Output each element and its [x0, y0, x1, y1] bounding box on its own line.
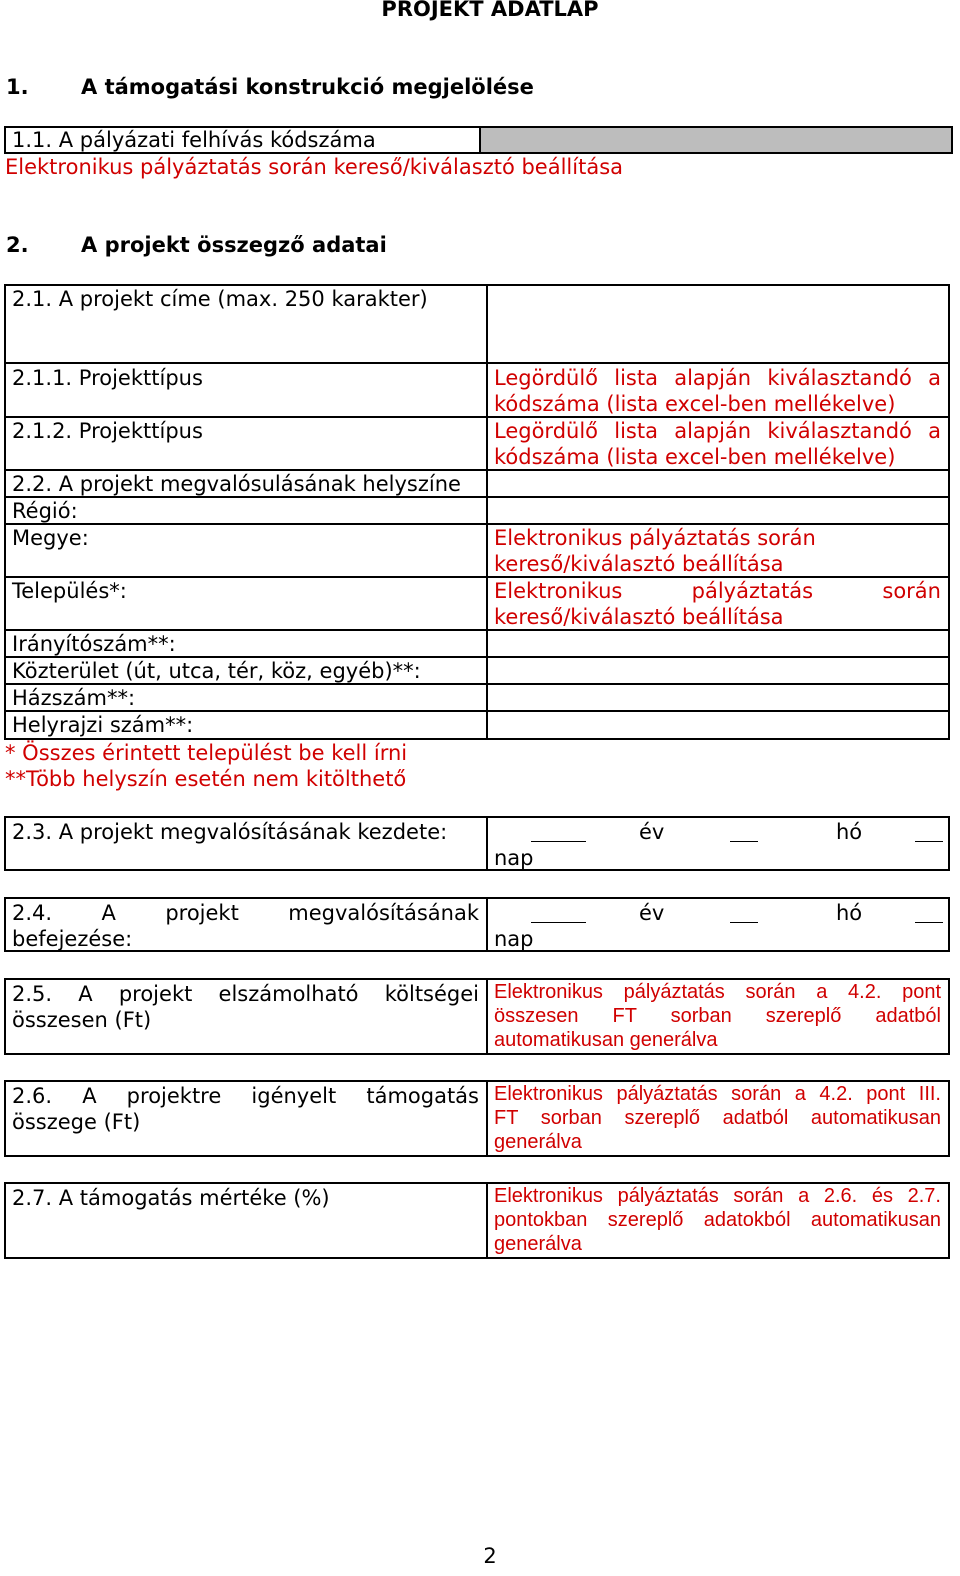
row-2-6-note-line1: Elektronikus pályáztatás során a 4.2. pont III.: [494, 1083, 941, 1105]
row-2-7-label: 2.7. A támogatás mértéke (%): [12, 1186, 330, 1210]
row-2-3-label: 2.3. A projekt megvalósításának kezdete:: [12, 820, 448, 844]
row-2-1-2-note-line1: Legördülő lista alapján kiválasztandó a: [494, 419, 941, 443]
iranyitoszam-label: Irányítószám**:: [12, 632, 176, 656]
row-2-3-nap: nap: [494, 846, 534, 870]
regio-label: Régió:: [12, 499, 78, 523]
row-2-5-note-line1: Elektronikus pályáztatás során a 4.2. pont: [494, 981, 941, 1003]
row-2-3-ho: hó: [836, 820, 863, 844]
row-2-6-label-line2: összege (Ft): [12, 1110, 141, 1134]
row-2-4-nap: nap: [494, 927, 534, 951]
row-1-1-label: 1.1. A pályázati felhívás kódszáma: [12, 128, 376, 152]
row-1-1-value-cell[interactable]: [479, 126, 953, 154]
row-2-5-label-line1: 2.5. A projekt elszámolható költségei: [12, 982, 479, 1006]
helyrajzi-label: Helyrajzi szám**:: [12, 713, 194, 737]
page-number: 2: [483, 1544, 497, 1568]
row-2-7-note-line3: generálva: [494, 1233, 582, 1255]
megye-label: Megye:: [12, 526, 89, 550]
row-2-5-note-line3: automatikusan generálva: [494, 1029, 718, 1051]
row-2-6-label-line1: 2.6. A projektre igényelt támogatás: [12, 1084, 479, 1108]
row-2-3-ev: év: [639, 820, 665, 844]
row-2-4-date-field[interactable]: [494, 900, 944, 950]
row-2-5-note-line2: összesen FT sorban szereplő adatból: [494, 1005, 941, 1027]
page-title: PROJEKT ADATLAP: [381, 0, 599, 21]
kozterulet-label: Közterület (út, utca, tér, köz, egyéb)**:: [12, 659, 421, 683]
megye-note-line2: kereső/kiválasztó beállítása: [494, 552, 784, 576]
row-2-7-note-line2: pontokban szereplő adatokból automatikusan: [494, 1209, 941, 1231]
row-2-1-1-note-line1: Legördülő lista alapján kiválasztandó a: [494, 366, 941, 390]
section-1-heading: A támogatási konstrukció megjelölése: [81, 75, 534, 99]
row-2-1-2-label: 2.1.2. Projekttípus: [12, 419, 203, 443]
section-2-heading: A projekt összegző adatai: [81, 233, 387, 257]
row-2-5-label-line2: összesen (Ft): [12, 1008, 152, 1032]
telepules-note-line1: Elektronikus pályáztatás során: [494, 579, 941, 603]
megye-note-line1: Elektronikus pályáztatás során: [494, 526, 816, 550]
row-2-4-ev: év: [639, 901, 665, 925]
row-1-1-note: Elektronikus pályáztatás során kereső/kiválasztó beállítása: [5, 155, 624, 179]
telepules-label: Település*:: [12, 579, 127, 603]
row-2-4-ho: hó: [836, 901, 863, 925]
footnote-1: * Összes érintett települést be kell írni: [5, 741, 408, 765]
telepules-note-line2: kereső/kiválasztó beállítása: [494, 605, 784, 629]
row-2-2-label: 2.2. A projekt megvalósulásának helyszíne: [12, 472, 461, 496]
row-2-6-note-line2: FT sorban szereplő adatból automatikusan: [494, 1107, 941, 1129]
footnote-2: **Több helyszín esetén nem kitölthető: [5, 767, 407, 791]
row-2-3-date-field[interactable]: [494, 819, 944, 869]
hazszam-label: Házszám**:: [12, 686, 136, 710]
row-2-6-note-line3: generálva: [494, 1131, 582, 1153]
section-2-number: 2.: [6, 233, 29, 257]
row-2-1-2-note-line2: kódszáma (lista excel-ben mellékelve): [494, 445, 896, 469]
row-2-4-label-line2: befejezése:: [12, 927, 133, 951]
row-2-7-note-line1: Elektronikus pályáztatás során a 2.6. és 2.7.: [494, 1185, 941, 1207]
row-2-4-label-line1: 2.4. A projekt megvalósításának: [12, 901, 479, 925]
row-2-1-1-label: 2.1.1. Projekttípus: [12, 366, 203, 390]
row-2-1-label: 2.1. A projekt címe (max. 250 karakter): [12, 287, 428, 311]
row-2-1-1-note-line2: kódszáma (lista excel-ben mellékelve): [494, 392, 896, 416]
section-1-number: 1.: [6, 75, 29, 99]
